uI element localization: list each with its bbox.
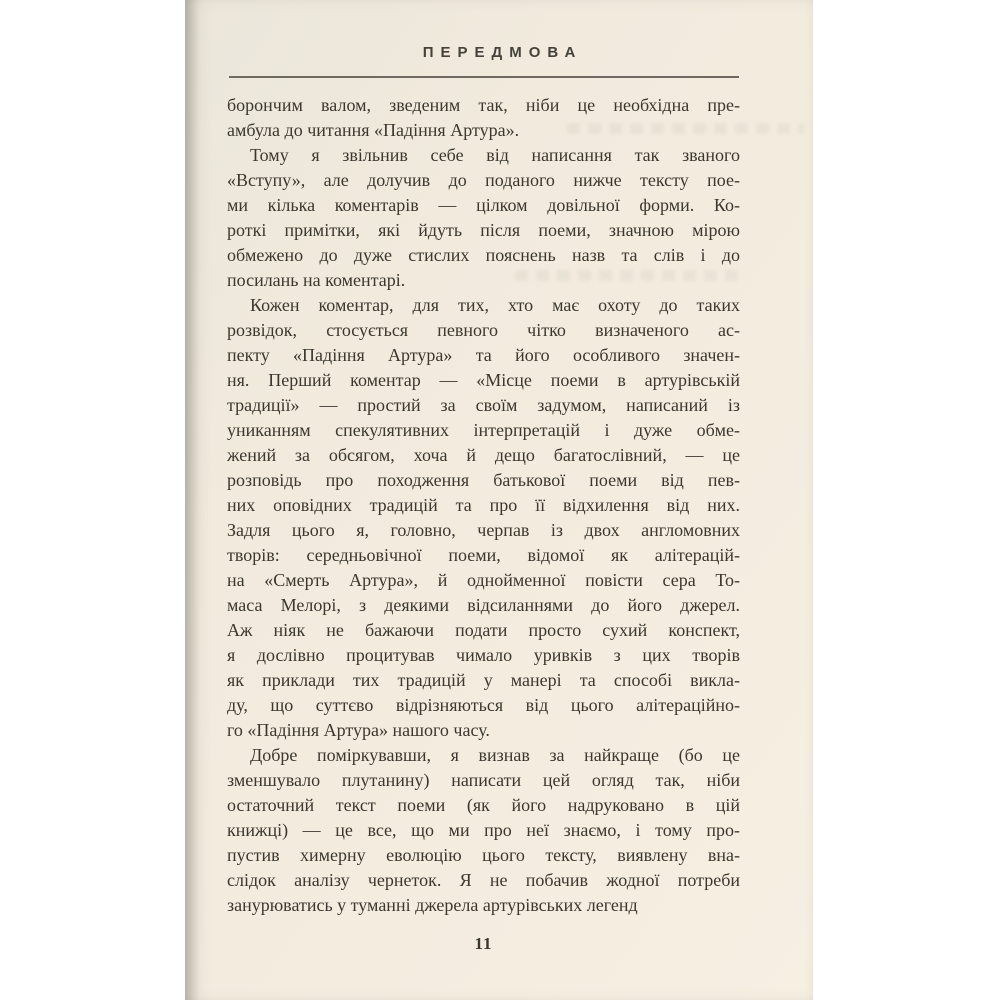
text-line: пустив химерну еволюцію цього тексту, виявлену вна- [227,845,740,865]
text-line: посилань на коментарі. [227,270,406,290]
text-line: розвідок, стосується певного чітко визначеного ас- [227,320,740,340]
text-line: творів: середньовічної поеми, відомої як алітерацій- [227,545,740,565]
text-line: униканням спекулятивних інтерпретацій і дуже обме- [227,420,740,440]
text-line: ми кілька коментарів — цілком довільної форми. Ко- [227,195,740,215]
text-line: Тому я звільнив себе від написання так званого [250,145,740,165]
text-line: як приклади тих традицій у манері та способі викла- [227,670,740,690]
text-line: них оповідних традицій та про її відхилення від них. [227,495,740,515]
text-line: маса Мелорі, з деякими відсиланнями до його джерел. [227,595,740,615]
text-line: ня. Перший коментар — «Місце поеми в артурівській [227,370,740,390]
text-line: амбула до читання «Падіння Артура». [227,120,520,140]
text-line: жений за обсягом, хоча й дещо багатослівний, — це [227,445,740,465]
text-line: борончим валом, зведеним так, ніби це необхідна пре- [227,95,740,115]
text-line: розповідь про походження батькової поеми від пев- [227,470,740,490]
text-line: го «Падіння Артура» нашого часу. [227,720,490,740]
text-line: Добре поміркувавши, я визнав за найкраще (бо це [250,745,740,765]
book-page-scan [185,0,813,1000]
page-number: 11 [474,934,493,953]
running-head: ПЕРЕДМОВА [422,44,583,61]
text-line: ду, що суттєво відрізняються від цього алітераційно- [227,695,740,715]
text-line: слідок аналізу чернеток. Я не побачив жодної потреби [227,870,740,890]
text-line: Задля цього я, головно, черпав із двох англомовних [227,520,740,540]
text-line: книжці) — це все, що ми про неї знаємо, і тому про- [227,820,740,840]
text-line: «Вступу», але долучив до поданого нижче тексту пое- [227,170,740,190]
text-line: остаточний текст поеми (як його надруковано в цій [227,795,740,815]
text-line: на «Смерть Артура», й однойменної повісти сера То- [227,570,740,590]
text-line: обмежено до дуже стислих пояснень назв та слів і до [227,245,740,265]
text-line: традиції» — простий за своїм задумом, написаний із [227,395,740,415]
header-rule [229,76,739,78]
text-line: зменшувало плутанину) написати цей огляд так, ніби [227,770,740,790]
text-line: я дослівно процитував чимало уривків з цих творів [227,645,740,665]
text-line: Кожен коментар, для тих, хто має охоту до таких [250,295,740,315]
text-line: пекту «Падіння Артура» та його особливого значен- [227,345,740,365]
text-line: роткі примітки, які йдуть після поеми, значною мірою [227,220,740,240]
text-line: занурюватись у туманні джерела артурівських легенд [227,895,638,915]
text-line: Аж ніяк не бажаючи подати просто сухий конспект, [227,620,740,640]
body-text [227,93,740,918]
